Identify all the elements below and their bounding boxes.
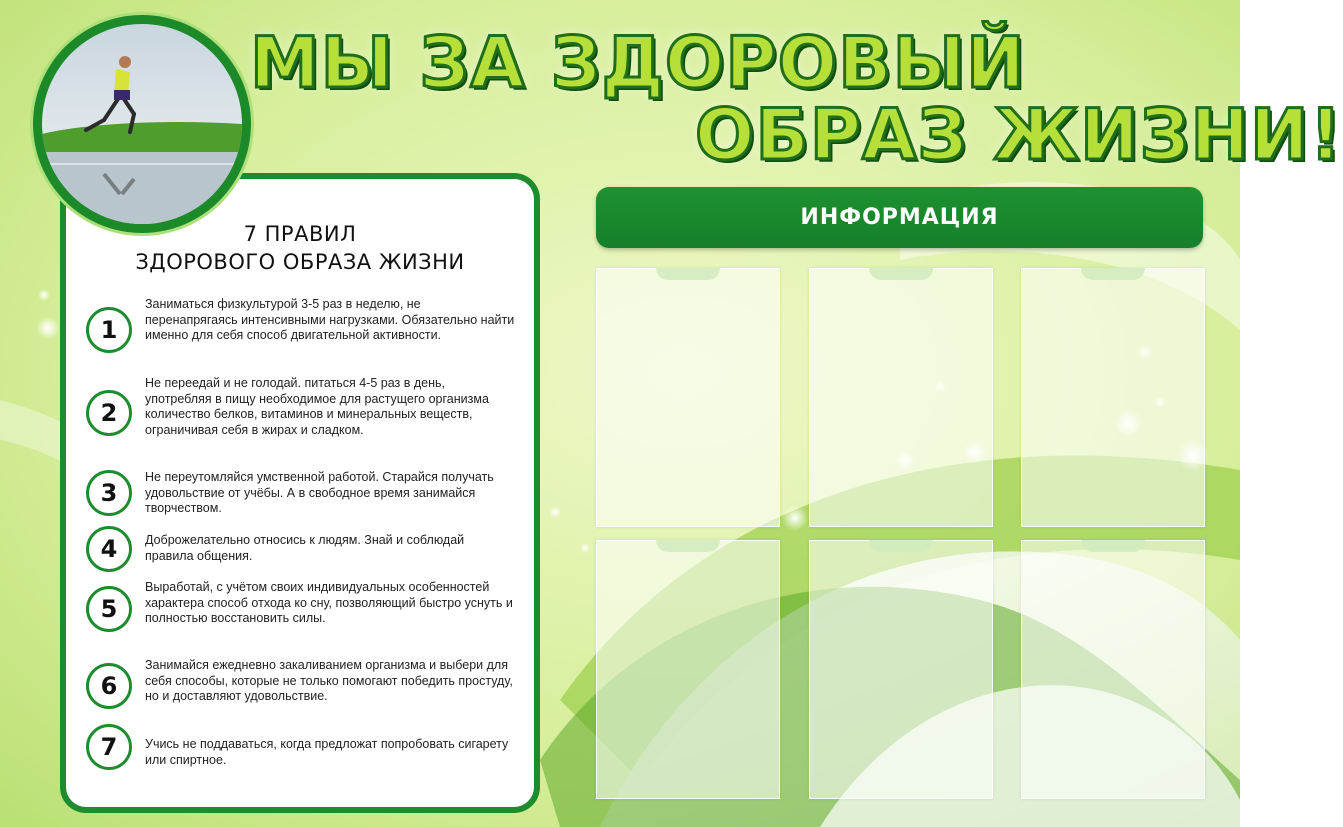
pocket-tab — [656, 268, 720, 280]
rule-number-badge: 1 — [86, 307, 132, 353]
rule-text: Занимайся ежедневно закаливанием организма и выбери для себя способы, которые не только помогают победить простуду, но и доставляют удовольствие. — [145, 658, 513, 703]
pocket-tab — [869, 540, 933, 552]
rules-heading-line-1: 7 ПРАВИЛ — [243, 222, 357, 246]
title-line-2: ОБРАЗ ЖИЗНИ! — [695, 94, 1343, 176]
pocket-tab — [1081, 540, 1145, 552]
pocket-tab — [656, 540, 720, 552]
rule-text: Учись не поддаваться, когда предложат попробовать сигарету или спиртное. — [145, 737, 509, 767]
pocket-tab — [1081, 268, 1145, 280]
info-header — [596, 187, 1203, 248]
rules-heading-line-2: ЗДОРОВОГО ОБРАЗА ЖИЗНИ — [135, 250, 465, 274]
rule-text: Не переедай и не голодай. питаться 4-5 раз в день, употребляя в пищу необходимое для растущего организма количество белков, витаминов и минеральных веществ, ограничивая себя в жирах и сладком. — [145, 376, 489, 437]
pocket-tab — [869, 268, 933, 280]
rule-text: Заниматься физкультурой 3-5 раз в неделю, не перенапрягаясь интенсивными нагрузками. Обязательно найти именно для себя способ двигательной активности. — [145, 297, 515, 342]
rule-number-badge: 5 — [86, 586, 132, 632]
rule-text: Не переутомляйся умственной работой. Старайся получать удовольствие от учёбы. А в свободное время занимайся творчеством. — [145, 470, 494, 515]
info-pocket-3[interactable] — [1021, 268, 1205, 527]
rule-text: Доброжелательно относись к людям. Знай и соблюдай правила общения. — [145, 533, 465, 563]
rule-text: Выработай, с учётом своих индивидуальных особенностей характера способ отхода ко сну, позволяющий быстро уснуть и полностью восстановить силы. — [145, 580, 513, 625]
rule-number-badge: 3 — [86, 470, 132, 516]
info-pocket-5[interactable] — [809, 540, 993, 799]
info-pocket-6[interactable] — [1021, 540, 1205, 799]
info-label: ИНФОРМАЦИЯ — [800, 205, 999, 230]
info-pocket-2[interactable] — [809, 268, 993, 527]
title-line-1: МЫ ЗА ЗДОРОВЫЙ — [250, 22, 1026, 104]
runner-photo-icon — [33, 15, 251, 233]
rule-number-badge: 7 — [86, 724, 132, 770]
info-pocket-4[interactable] — [596, 540, 780, 799]
rule-number-badge: 4 — [86, 526, 132, 572]
rule-number-badge: 2 — [86, 390, 132, 436]
rule-number-badge: 6 — [86, 663, 132, 709]
info-pocket-1[interactable] — [596, 268, 780, 527]
